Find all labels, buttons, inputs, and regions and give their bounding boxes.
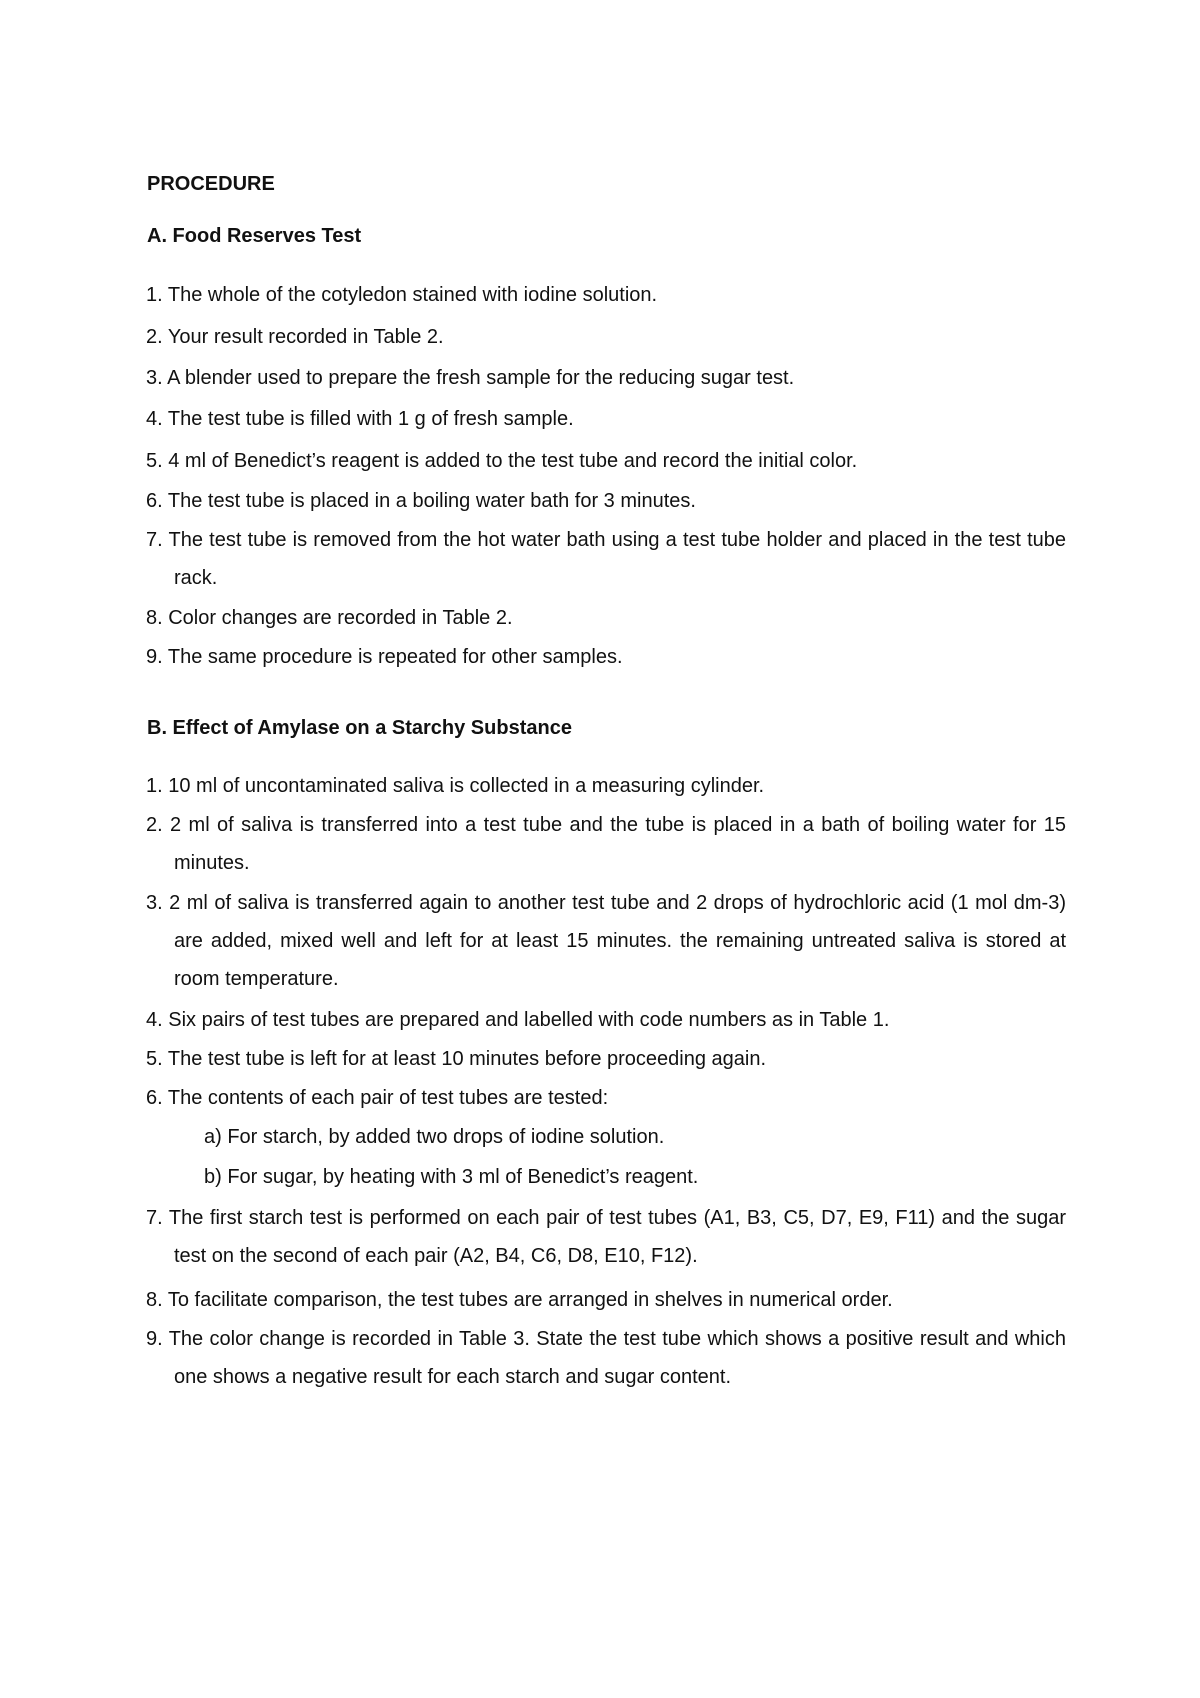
section-a-step-7 <box>146 521 1066 597</box>
section-a-step-4: 4. The test tube is filled with 1 g of fresh sample. <box>146 408 574 430</box>
section-b-heading: B. Effect of Amylase on a Starchy Substance <box>147 717 572 739</box>
section-b-substep-b: b) For sugar, by heating with 3 ml of Benedict’s reagent. <box>204 1166 699 1188</box>
section-a-step-8: 8. Color changes are recorded in Table 2. <box>146 607 513 629</box>
section-b-step-6: 6. The contents of each pair of test tubes are tested: <box>146 1087 609 1109</box>
section-b-step-7 <box>146 1199 1066 1275</box>
section-a-step-6: 6. The test tube is placed in a boiling water bath for 3 minutes. <box>146 490 696 512</box>
section-b-step-2-text: 2. 2 ml of saliva is transferred into a test tube and the tube is placed in a bath of boiling water for 15 minutes. <box>146 814 1066 874</box>
section-b-step-7-text: 7. The first starch test is performed on each pair of test tubes (A1, B3, C5, D7, E9, F11) and the sugar test on the second of each pair (A2, B4, C6, D8, E10, F12). <box>146 1207 1066 1267</box>
section-a-step-9: 9. The same procedure is repeated for other samples. <box>146 646 623 668</box>
section-b-step-1: 1. 10 ml of uncontaminated saliva is collected in a measuring cylinder. <box>146 775 765 797</box>
section-b-step-9-text: 9. The color change is recorded in Table 3. State the test tube which shows a positive result and which one shows a negative result for each starch and sugar content. <box>146 1328 1066 1388</box>
section-b-step-8: 8. To facilitate comparison, the test tubes are arranged in shelves in numerical order. <box>146 1289 893 1311</box>
section-a-step-3: 3. A blender used to prepare the fresh sample for the reducing sugar test. <box>146 367 795 389</box>
section-a-step-2: 2. Your result recorded in Table 2. <box>146 326 444 348</box>
section-b-substep-a: a) For starch, by added two drops of iodine solution. <box>204 1126 665 1148</box>
section-a-heading: A. Food Reserves Test <box>147 225 362 247</box>
section-b-step-2 <box>146 806 1066 882</box>
section-b-step-5: 5. The test tube is left for at least 10 minutes before proceeding again. <box>146 1048 767 1070</box>
section-a-step-5: 5. 4 ml of Benedict’s reagent is added to the test tube and record the initial color. <box>146 450 858 472</box>
section-a-step-7-text: 7. The test tube is removed from the hot water bath using a test tube holder and placed in the test tube rack. <box>146 529 1066 589</box>
section-b-step-3-text: 3. 2 ml of saliva is transferred again to another test tube and 2 drops of hydrochloric acid (1 mol dm-3) are added, mixed well and left for at least 15 minutes. the remaining untreated saliva is stored at room temperature. <box>146 892 1066 990</box>
page-title: PROCEDURE <box>147 173 275 195</box>
section-b-step-3 <box>146 884 1066 998</box>
section-b-step-4: 4. Six pairs of test tubes are prepared and labelled with code numbers as in Table 1. <box>146 1009 890 1031</box>
section-a-step-1: 1. The whole of the cotyledon stained with iodine solution. <box>146 284 658 306</box>
section-b-step-9 <box>146 1320 1066 1396</box>
